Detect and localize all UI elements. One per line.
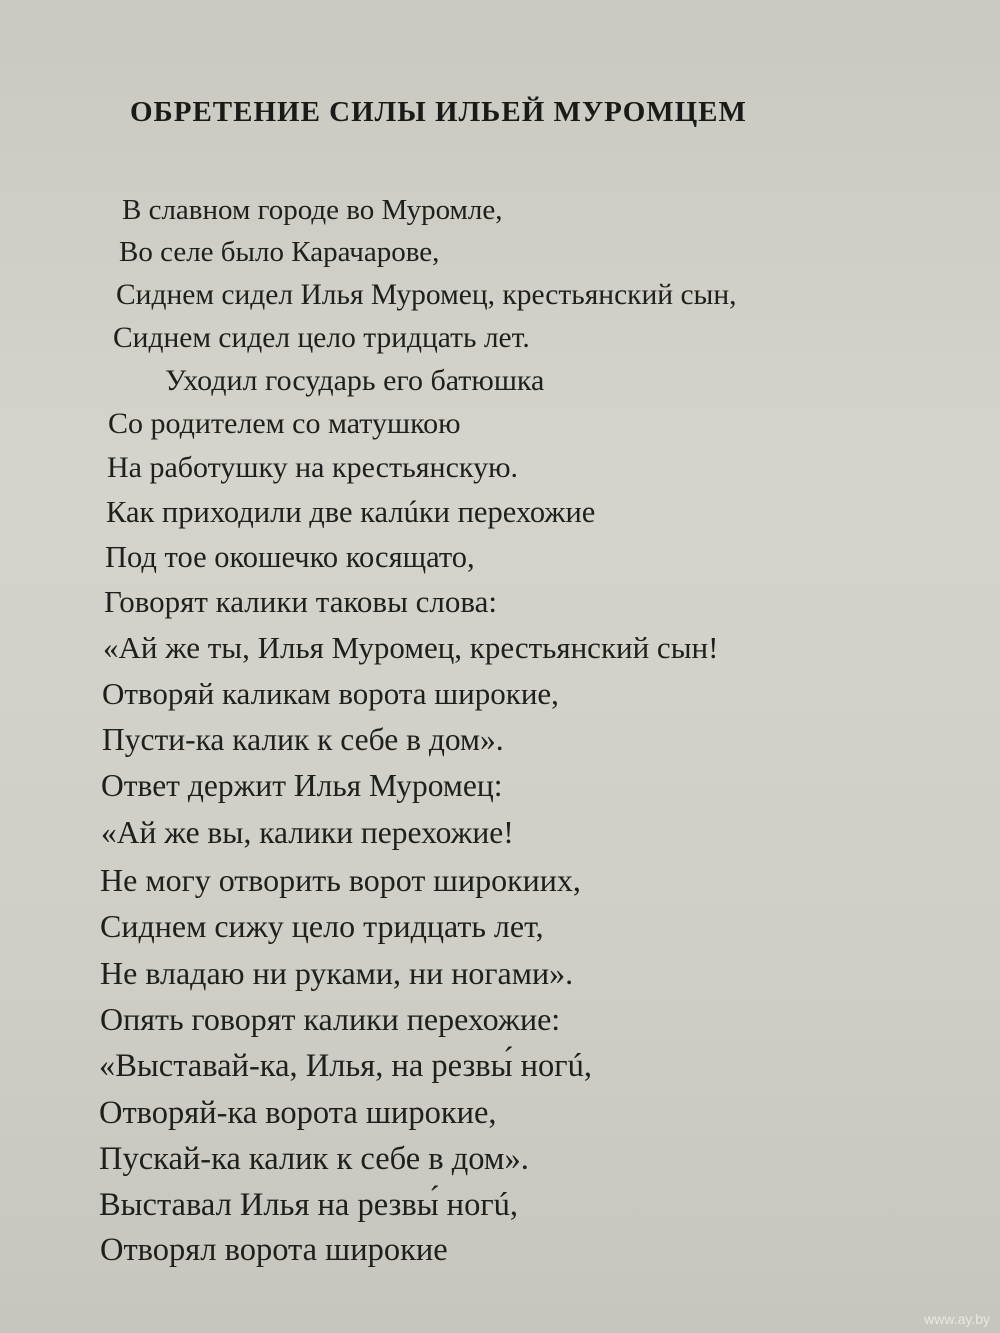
poem-line: Ответ держит Илья Муромец:: [101, 768, 503, 803]
poem-line: Отворяй-ка ворота широкие,: [99, 1095, 497, 1131]
poem-line: Отворяй каликам ворота широкие,: [102, 676, 559, 711]
poem-line: Опять говорят калики перехожие:: [100, 1001, 561, 1037]
poem-line: «Выставай-ка, Илья, на резвы́ ногú,: [99, 1048, 592, 1084]
poem-line: Сиднем сидел цело тридцать лет.: [113, 322, 530, 354]
poem-line: Говорят калики таковы слова:: [104, 584, 497, 619]
poem-line: «Ай же ты, Илья Муромец, крестьянский сын!: [103, 630, 719, 665]
poem-line: Уходил государь его батюшка: [165, 364, 545, 397]
poem-line: На работушку на крестьянскую.: [107, 451, 518, 484]
poem-line: Под тое окошечко косящато,: [105, 540, 475, 574]
poem-line: Как приходили две калúки перехожие: [106, 495, 596, 529]
poem-line: Не могу отворить ворот широкиих,: [100, 862, 581, 898]
poem-line: Выставал Илья на резвы́ ногú,: [99, 1187, 519, 1223]
poem-line: Не владаю ни руками, ни ногами».: [100, 955, 574, 991]
poem-line: Сиднем сидел Илья Муромец, крестьянский сын,: [116, 279, 737, 311]
poem-line: Со родителем со матушкою: [108, 407, 461, 440]
poem-line: В славном городе во Муромле,: [122, 194, 503, 226]
poem-line: «Ай же вы, калики перехожие!: [101, 815, 514, 850]
poem-line: Во селе было Карачарове,: [119, 236, 440, 268]
poem-line: Отворял ворота широкие: [100, 1232, 448, 1268]
poem-line: Сиднем сижу цело тридцать лет,: [100, 908, 544, 944]
watermark: www.ay.by: [924, 1311, 990, 1327]
poem-title: ОБРЕТЕНИЕ СИЛЫ ИЛЬЕЙ МУРОМЦЕМ: [130, 96, 747, 128]
poem-line: Пускай-ка калик к себе в дом».: [99, 1141, 529, 1177]
poem-line: Пусти-ка калик к себе в дом».: [102, 722, 504, 757]
